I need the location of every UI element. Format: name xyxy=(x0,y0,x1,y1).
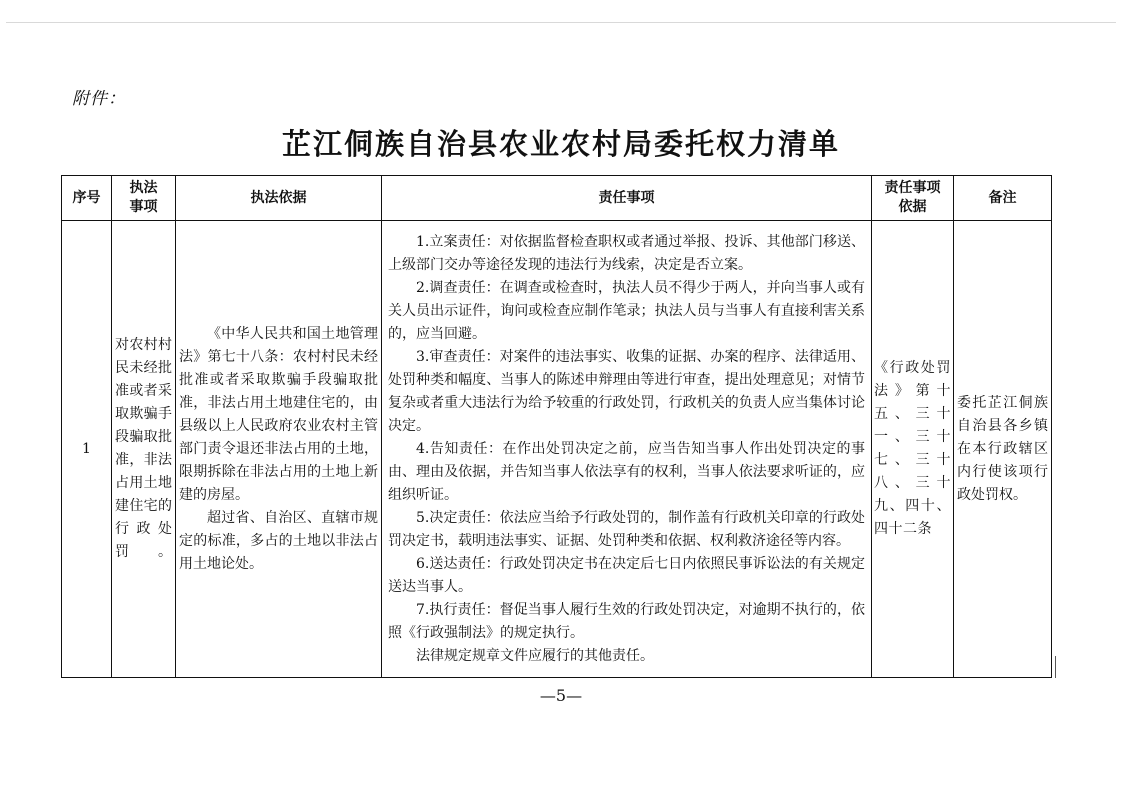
duty-enforcement: 7.执行责任：督促当事人履行生效的行政处罚决定，对逾期不执行的，依照《行政强制法》的规定执行。 xyxy=(388,601,865,641)
basis-paragraph-1: 《中华人民共和国土地管理法》第七十八条：农村村民未经批准或者采取欺骗手段骗取批准，非法占用土地建住宅的，由县级以上人民政府农业农村主管部门责令退还非法占用的土地，限期拆除在非法占用的土地上新建的房屋。 xyxy=(179,325,378,503)
duty-delivery: 6.送达责任：行政处罚决定书在决定后七日内依照民事诉讼法的有关规定送达当事人。 xyxy=(388,555,865,595)
header-basis: 执法依据 xyxy=(176,176,382,221)
header-duty: 责任事项 xyxy=(382,176,872,221)
cell-note: 委托芷江侗族自治县各乡镇在本行政辖区内行使该项行政处罚权。 xyxy=(954,221,1052,678)
margin-mark xyxy=(1055,656,1056,678)
header-law-label: 责任事项依据 xyxy=(884,180,941,215)
table-row xyxy=(62,221,1052,678)
duty-review: 3.审查责任：对案件的违法事实、收集的证据、办案的程序、法律适用、处罚种类和幅度、当事人的陈述申辩理由等进行审查，提出处理意见；对情节复杂或者重大违法行为给予较重的行政处罚，行政机关的负责人应当集体讨论决定。 xyxy=(388,348,865,434)
header-law xyxy=(872,176,954,221)
basis-paragraph-2: 超过省、自治区、直辖市规定的标准，多占的土地以非法占用土地论处。 xyxy=(179,509,378,572)
cell-matter: 对农村村民未经批准或者采取欺骗手段骗取批准，非法占用土地建住宅的行政处罚。 xyxy=(112,221,176,678)
duty-other: 法律规定规章文件应履行的其他责任。 xyxy=(416,647,654,664)
header-no: 序号 xyxy=(62,176,112,221)
table-header-row xyxy=(62,176,1052,221)
cell-duties xyxy=(382,221,872,678)
page-number: —5— xyxy=(539,686,583,705)
cell-law: 《行政处罚法》第十五、三十一、三十七、三十八、三十九、四十、四十二条 xyxy=(872,221,954,678)
attachment-label: 附件： xyxy=(72,89,126,109)
cell-no: 1 xyxy=(62,221,112,678)
header-matter xyxy=(112,176,176,221)
cell-basis xyxy=(176,221,382,678)
duty-decision: 5.决定责任：依法应当给予行政处罚的，制作盖有行政机关印章的行政处罚决定书，载明违法事实、证据、处罚种类和依据、权利救济途径等内容。 xyxy=(388,509,865,549)
duty-investigation: 2.调查责任：在调查或检查时，执法人员不得少于两人，并向当事人或有关人员出示证件，询问或检查应制作笔录；执法人员与当事人有直接利害关系的，应当回避。 xyxy=(388,279,865,342)
scan-edge-line xyxy=(6,22,1116,23)
header-matter-label: 执法事项 xyxy=(129,180,158,215)
power-list-table xyxy=(61,175,1052,678)
header-note: 备注 xyxy=(954,176,1052,221)
duty-notification: 4.告知责任：在作出处罚决定之前，应当告知当事人作出处罚决定的事由、理由及依据，并告知当事人依法享有的权利，当事人依法要求听证的，应组织听证。 xyxy=(388,440,865,503)
duty-filing: 1.立案责任：对依据监督检查职权或者通过举报、投诉、其他部门移送、上级部门交办等途径发现的违法行为线索，决定是否立案。 xyxy=(388,233,865,273)
document-title: 芷江侗族自治县农业农村局委托权力清单 xyxy=(281,127,840,161)
